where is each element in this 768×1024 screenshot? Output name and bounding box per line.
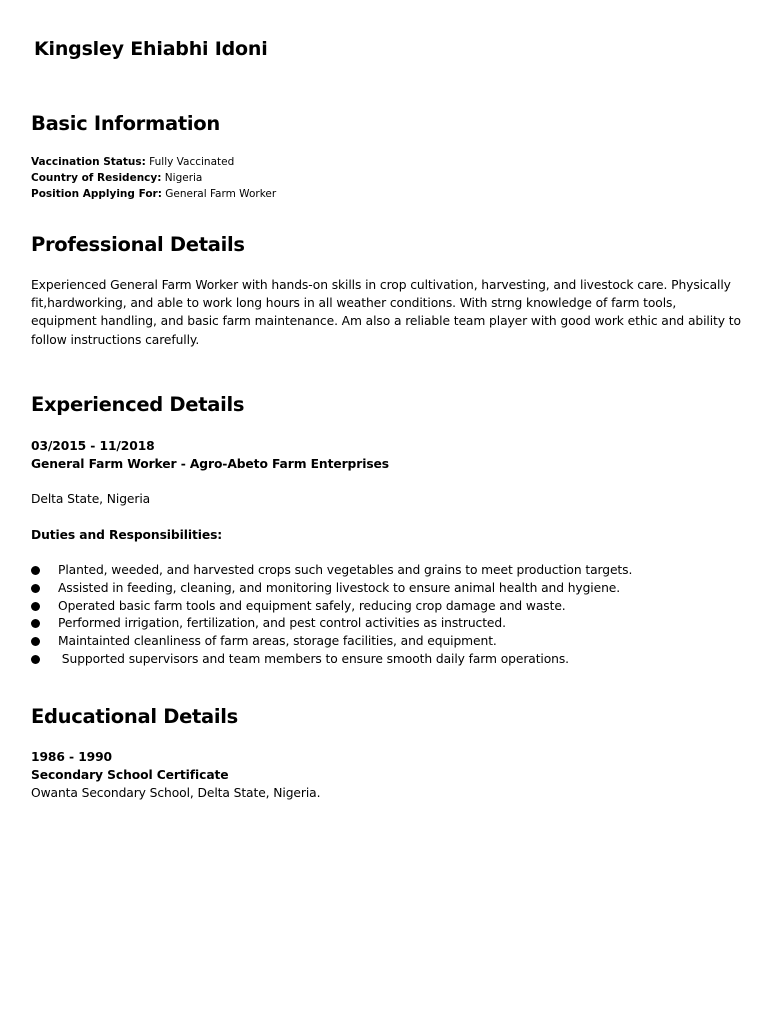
field-value: Fully Vaccinated <box>145 156 235 168</box>
duty-text: Assisted in feeding, cleaning, and monitoring livestock to ensure animal health and hygiene. <box>58 580 621 595</box>
experience-location: Delta State, Nigeria <box>31 492 151 506</box>
duty-text: Supported supervisors and team members to ensure smooth daily farm operations. <box>58 651 569 666</box>
duties-heading: Duties and Responsibilities: <box>31 528 223 542</box>
experience-role: General Farm Worker - Agro-Abeto Farm Enterprises <box>31 457 390 471</box>
education-period: 1986 - 1990 <box>31 750 113 764</box>
bullet-icon <box>31 655 40 664</box>
professional-details-heading: Professional Details <box>31 233 245 256</box>
field-label: Vaccination Status: <box>31 156 146 168</box>
basic-info-heading: Basic Information <box>31 112 220 135</box>
list-item <box>31 598 632 616</box>
experience-period: 03/2015 - 11/2018 <box>31 439 155 453</box>
bullet-icon <box>31 637 40 646</box>
list-item <box>31 633 632 651</box>
list-item <box>31 651 632 669</box>
field-value: General Farm Worker <box>161 188 277 200</box>
country-of-residency-line <box>31 170 202 186</box>
vaccination-status-line <box>31 154 234 170</box>
education-heading: Educational Details <box>31 705 238 728</box>
duties-list <box>31 562 632 669</box>
duty-text: Planted, weeded, and harvested crops such vegetables and grains to meet production targets. <box>58 563 633 577</box>
education-school: Owanta Secondary School, Delta State, Nigeria. <box>31 786 321 800</box>
field-value: Nigeria <box>161 172 203 184</box>
field-label: Country of Residency: <box>31 172 162 184</box>
professional-summary: Experienced General Farm Worker with hands-on skills in crop cultivation, harvesting, and livestock care. Physically fit,hardworking, and able to work long hours in all weather conditions. With strng knowledge of farm tools, equipment handling, and basic farm maintenance. Am also a reliable team player with good work ethic and ability to follow instructions carefully. <box>31 278 741 347</box>
list-item <box>31 580 632 598</box>
duty-text: Operated basic farm tools and equipment safely, reducing crop damage and waste. <box>58 598 566 613</box>
experience-heading: Experienced Details <box>31 393 245 416</box>
position-applying-line <box>31 186 276 202</box>
bullet-icon <box>31 566 40 575</box>
bullet-icon <box>31 619 40 628</box>
list-item <box>31 615 632 633</box>
field-label: Position Applying For: <box>31 188 162 200</box>
bullet-icon <box>31 602 40 611</box>
education-qualification: Secondary School Certificate <box>31 768 229 782</box>
list-item <box>31 562 632 580</box>
duty-text: Performed irrigation, fertilization, and pest control activities as instructed. <box>58 616 506 631</box>
bullet-icon <box>31 584 40 593</box>
duty-text: Maintainted cleanliness of farm areas, storage facilities, and equipment. <box>58 634 497 649</box>
candidate-name: Kingsley Ehiabhi Idoni <box>34 38 268 60</box>
